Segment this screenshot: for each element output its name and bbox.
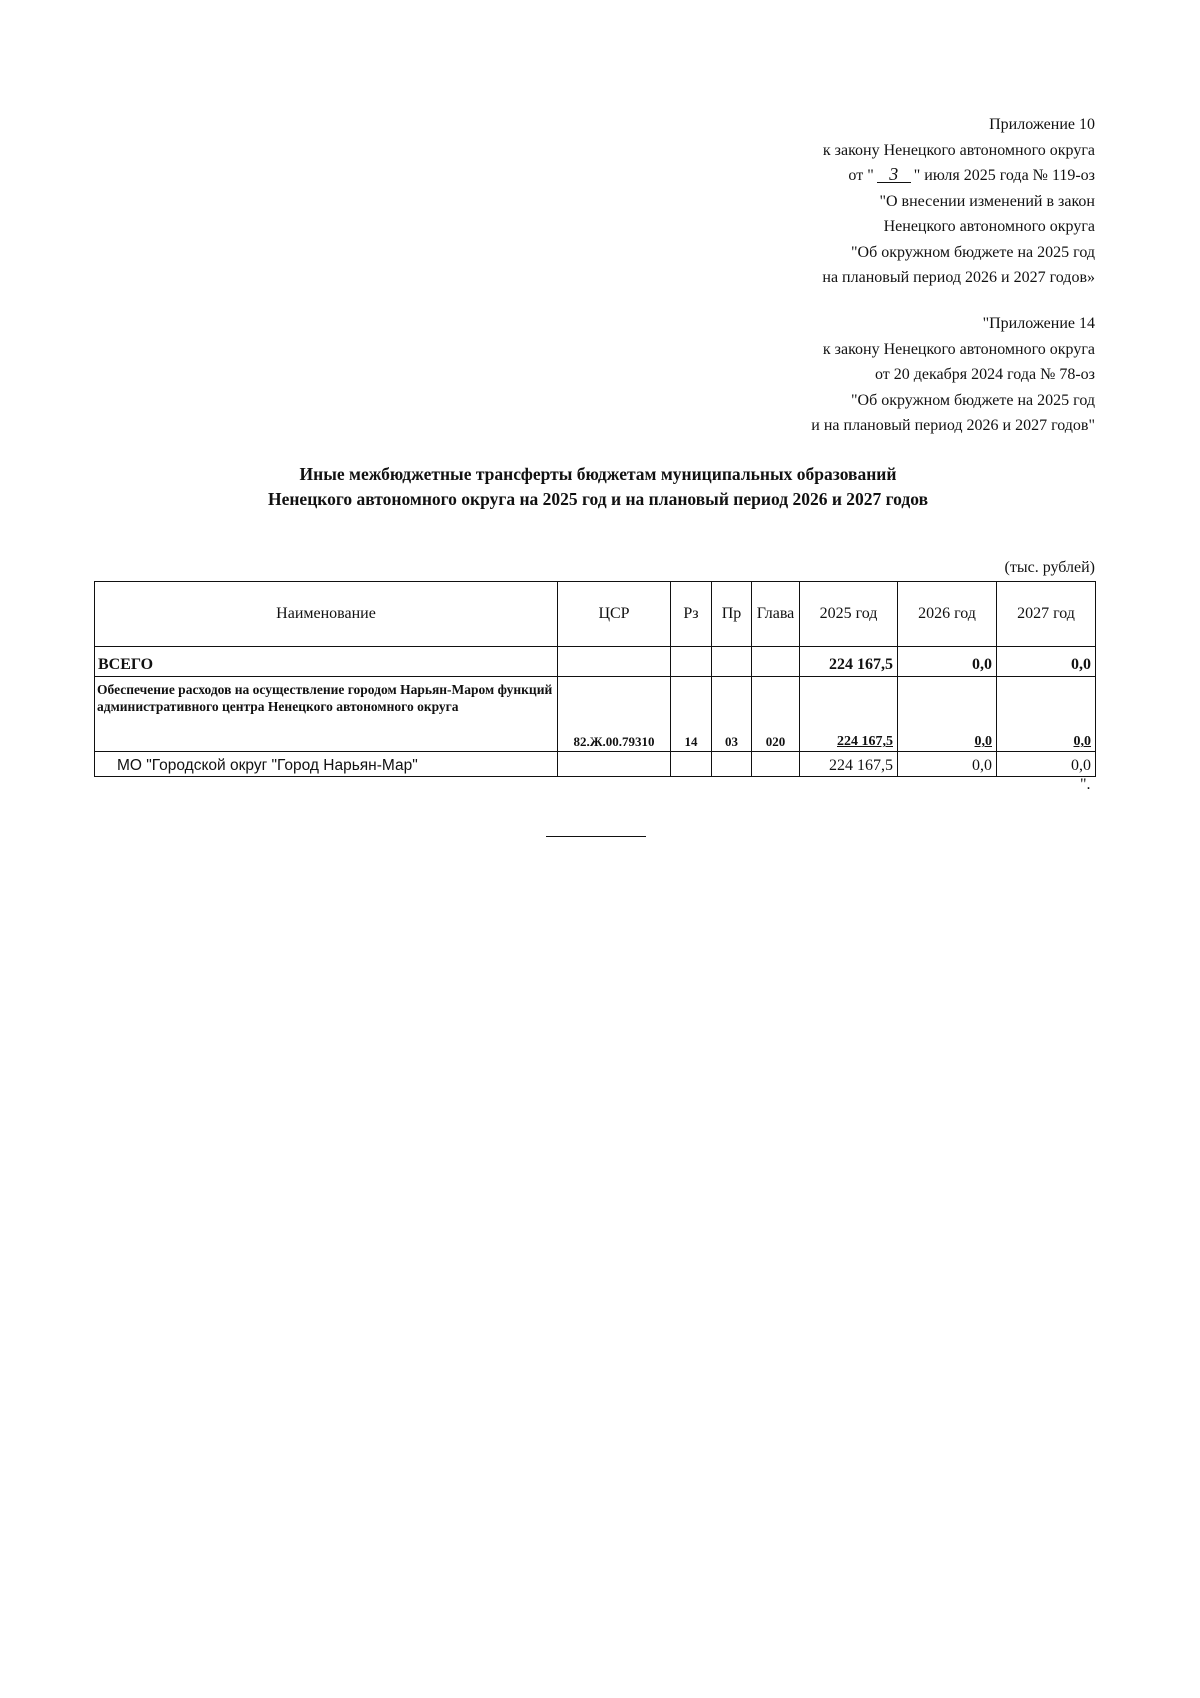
municipality-2027: 0,0 (997, 752, 1096, 777)
municipality-glava (752, 752, 800, 777)
original-law-date: от 20 декабря 2024 года № 78-оз (874, 366, 1095, 383)
appendix-date-line (822, 163, 1095, 189)
total-2027: 0,0 (997, 647, 1096, 677)
header-2026: 2026 год (898, 582, 997, 647)
original-appendix-header (811, 311, 1095, 439)
amendment-title-4: на плановый период 2026 и 2027 годов» (822, 269, 1095, 286)
closing-quote: ". (1080, 776, 1091, 793)
total-pr (712, 647, 752, 677)
municipality-csr (558, 752, 671, 777)
expense-2026: 0,0 (898, 677, 997, 752)
original-law-title-2: и на плановый период 2026 и 2027 годов" (811, 417, 1095, 434)
table-row-total (95, 647, 1096, 677)
header-name: Наименование (95, 582, 558, 647)
total-2026: 0,0 (898, 647, 997, 677)
original-law-ref: к закону Ненецкого автономного округа (822, 340, 1095, 358)
total-rz (671, 647, 712, 677)
header-glava: Глава (752, 582, 800, 647)
expense-pr: 03 (712, 677, 752, 752)
date-prefix: от " (848, 167, 874, 184)
expense-rz: 14 (671, 677, 712, 752)
handwritten-day: 3 (877, 166, 911, 183)
amendment-title-3: "Об окружном бюджете на 2025 год (851, 243, 1095, 261)
header-rz: Рз (671, 582, 712, 647)
header-pr: Пр (712, 582, 752, 647)
municipality-name: МО "Городской округ "Город Нарьян-Мар" (95, 752, 558, 777)
header-2027: 2027 год (997, 582, 1096, 647)
original-appendix-number: "Приложение 14 (982, 315, 1095, 332)
title-line-1: Иные межбюджетные трансферты бюджетам муниципальных образований (299, 464, 897, 484)
expense-csr: 82.Ж.00.79310 (558, 677, 671, 752)
municipality-rz (671, 752, 712, 777)
expense-2027: 0,0 (997, 677, 1096, 752)
table-row-expense (95, 677, 1096, 752)
original-law-title-1: "Об окружном бюджете на 2025 год (851, 391, 1095, 409)
table-row-municipality (95, 752, 1096, 777)
total-2025: 224 167,5 (800, 647, 898, 677)
expense-2025: 224 167,5 (800, 677, 898, 752)
date-suffix: " июля 2025 года № 119-оз (913, 167, 1095, 184)
header-csr: ЦСР (558, 582, 671, 647)
title-line-2: Ненецкого автономного округа на 2025 год и на плановый период 2026 и 2027 годов (267, 489, 929, 509)
appendix-law-ref: к закону Ненецкого автономного округа (822, 141, 1095, 159)
expense-glava: 020 (752, 677, 800, 752)
expense-name: Обеспечение расходов на осуществление городом Нарьян-Маром функций административного центра Ненецкого автономного округа (95, 677, 558, 752)
total-glava (752, 647, 800, 677)
budget-table (94, 581, 1096, 777)
table-header-row (95, 582, 1096, 647)
header-2025: 2025 год (800, 582, 898, 647)
municipality-pr (712, 752, 752, 777)
separator-line (546, 836, 646, 837)
units-label: (тыс. рублей) (1004, 559, 1095, 576)
total-label: ВСЕГО (95, 647, 558, 677)
appendix-number: Приложение 10 (989, 116, 1095, 133)
total-csr (558, 647, 671, 677)
document-title (0, 462, 1200, 512)
municipality-2026: 0,0 (898, 752, 997, 777)
municipality-2025: 224 167,5 (800, 752, 898, 777)
amendment-title-1: "О внесении изменений в закон (879, 192, 1095, 210)
amendment-title-2: Ненецкого автономного округа (883, 218, 1095, 235)
appendix-header (822, 112, 1095, 291)
